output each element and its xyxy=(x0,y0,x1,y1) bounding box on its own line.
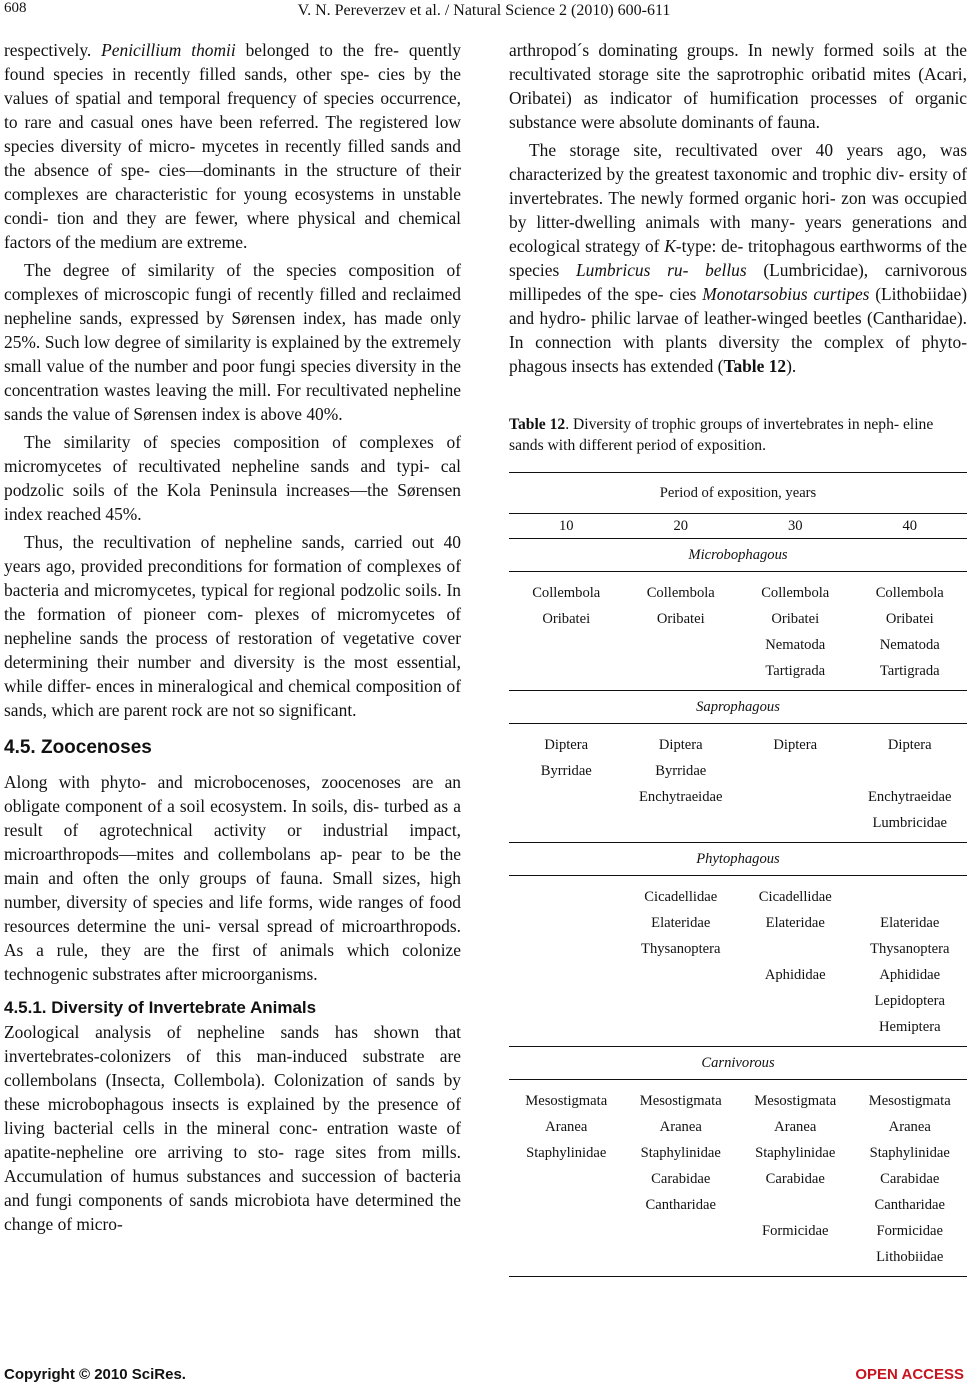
table-cell: Lumbricidae xyxy=(853,810,968,843)
section-heading-zoocenoses: 4.5. Zoocenoses xyxy=(4,737,152,758)
table-cell xyxy=(509,962,624,988)
period-cell: 20 xyxy=(624,514,739,539)
table-cell xyxy=(738,1014,853,1047)
table-cell xyxy=(509,1014,624,1047)
table-cell: Tartigrada xyxy=(738,658,853,691)
species-name: Monotarsobius curtipes xyxy=(702,284,870,304)
table-group-label: Carnivorous xyxy=(509,1047,967,1080)
table-cell: Mesostigmata xyxy=(639,1093,722,1109)
table-row xyxy=(509,658,967,691)
table-row xyxy=(509,632,967,658)
table-cell: Aranea xyxy=(659,1119,702,1135)
table-cell xyxy=(738,1192,853,1218)
table-row xyxy=(509,910,967,936)
table-caption-text: . Diversity of trophic groups of invertebrates in neph- eline sands with different period of exposition. xyxy=(509,416,934,454)
table-cell: Diptera xyxy=(658,737,703,753)
species-name: Penicillium thomii xyxy=(101,40,236,60)
table-cell: Carabidae xyxy=(880,1171,940,1187)
text-span: (Lumbricidae), carnivorous millipedes of the spe- cies xyxy=(509,260,967,304)
table-cell xyxy=(624,1014,739,1047)
period-cell: 40 xyxy=(853,514,968,539)
table-cell xyxy=(509,658,624,691)
page-number: 608 xyxy=(4,0,27,16)
table-cell xyxy=(509,1166,624,1192)
table-cell xyxy=(738,988,853,1014)
table-row xyxy=(509,572,967,607)
table-cell: Elateridae xyxy=(651,915,711,931)
table-cell: Oribatei xyxy=(542,611,591,627)
table-row xyxy=(509,988,967,1014)
paragraph-left-2: The degree of similarity of the species composition of complexes of microscopic fungi of recently filled and reclaimed nepheline sands, expressed by Sørensen index, has made only 25%. Such low degree of similarity is explained by the extremely small value of the number and poor fungi species diversity in the concentration wastes leaving the mill. For recultivated nepheline sands the value of Sørensen index is above 40%. xyxy=(4,260,461,424)
table-cell: Formicidae xyxy=(876,1223,943,1239)
table-group-label: Saprophagous xyxy=(509,691,967,724)
table-cell: Elateridae xyxy=(765,915,825,931)
table-cell: Aranea xyxy=(545,1119,588,1135)
table-cell: Aphididae xyxy=(764,967,826,983)
paragraph-left-6: Zoological analysis of nepheline sands has shown that invertebrates-colonizers of this man-induced substrate are collembolans (Insecta, Collembola). Colonization of sands by these microbophagous insects is explained by the presence of living bacterial cells in the mineral conc- entration waste of apatite-nepheline ore arriving to sto- rage sites from mills. Accumulation of humus substances and succession of bacteria and fungi components of sands microbiota have determined the change of micro- xyxy=(4,1022,461,1234)
footer-copyright: Copyright © 2010 SciRes. xyxy=(4,1366,186,1383)
table-row xyxy=(509,1166,967,1192)
table-row xyxy=(509,1114,967,1140)
table-cell xyxy=(509,1192,624,1218)
italic-term: K xyxy=(664,236,676,256)
table-cell: Collembola xyxy=(532,585,601,601)
table-cell: Aranea xyxy=(774,1119,817,1135)
table-row xyxy=(509,962,967,988)
table-cell xyxy=(853,876,968,911)
table-cell: Thysanoptera xyxy=(641,941,721,957)
table-cell: Staphylinidae xyxy=(640,1145,721,1161)
table-cell xyxy=(509,1244,624,1277)
text-span: (Lithobiidae) and hydro- philic larvae of leather-winged beetles (Cantharidae). In connection with plants diversity the complex of phyto- phagous insects has extended ( xyxy=(509,284,968,376)
table-cell: Thysanoptera xyxy=(870,941,950,957)
left-column xyxy=(4,38,461,1236)
table-cell: Carabidae xyxy=(765,1171,825,1187)
table-cell: Staphylinidae xyxy=(526,1145,607,1161)
table-cell: Elateridae xyxy=(880,915,940,931)
paragraph-left-1 xyxy=(4,38,461,254)
table-periods-row xyxy=(509,514,967,539)
table-cell: Cantharidae xyxy=(874,1197,945,1213)
running-head xyxy=(0,2,968,20)
table-cell xyxy=(509,810,624,843)
table-cell xyxy=(509,1218,624,1244)
period-cell: 10 xyxy=(509,514,624,539)
table-cell: Diptera xyxy=(544,737,589,753)
table-cell: Mesostigmata xyxy=(754,1093,837,1109)
paragraph-right-2 xyxy=(509,138,967,378)
paragraph-right-1: arthropod´s dominating groups. In newly formed soils at the recultivated storage site the saprotrophic oribatid mites (Acari, Oribatei) as indicator of humification processes of organic substance were absolute dominants of fauna. xyxy=(509,40,967,132)
table-cell xyxy=(624,1244,739,1277)
table-cell: Cantharidae xyxy=(645,1197,716,1213)
table-cell: Hemiptera xyxy=(853,1014,968,1047)
table-cell xyxy=(624,632,739,658)
period-cell: 30 xyxy=(738,514,853,539)
table-cell xyxy=(624,658,739,691)
table-caption xyxy=(509,414,967,456)
table-row xyxy=(509,1192,967,1218)
table-cell xyxy=(624,810,739,843)
table-cell: Diptera xyxy=(773,737,818,753)
table-cell: Staphylinidae xyxy=(755,1145,836,1161)
table-cell: Mesostigmata xyxy=(525,1093,608,1109)
table-cell: Cicadellidae xyxy=(644,889,718,905)
running-head-text: V. N. Pereverzev et al. / Natural Science 2 (2010) 600-611 xyxy=(297,2,671,19)
footer-open-access: OPEN ACCESS xyxy=(855,1366,964,1383)
paragraph-text: respectively. Penicillium thomii belonged to the fre- quently found species in recently filled sands, other spe- cies by the values of spatial and temporal frequency of species occurrence, to rare and casual ones have been referred. The registered low species diversity of micro- mycetes in recently filled sands and the absence of spe- cies—dominants in the structure of their complexes are characteristic for young ecosystems in unstable condi- tion and they are fewer, where physical and chemical factors of the medium are extreme. xyxy=(4,40,462,252)
right-column xyxy=(509,38,967,1277)
table-row xyxy=(509,1244,967,1277)
table-cell: Lithobiidae xyxy=(853,1244,968,1277)
table-group-row xyxy=(509,539,967,572)
table-group-row xyxy=(509,843,967,876)
table-cell: Nematoda xyxy=(879,637,940,653)
table-cell: Collembola xyxy=(761,585,830,601)
table-cell xyxy=(509,936,624,962)
table-cell: Mesostigmata xyxy=(868,1093,951,1109)
paragraph-left-3: The similarity of species composition of complexes of micromycetes of recultivated nepheline sands and typi- cal podzolic soils of the Kola Peninsula increases—the Sørensen index reached 45%. xyxy=(4,432,461,524)
table-group-label: Phytophagous xyxy=(509,843,967,876)
table-header-row xyxy=(509,473,967,514)
table-row xyxy=(509,810,967,843)
table-row xyxy=(509,1080,967,1115)
table-cell xyxy=(624,962,739,988)
table-cell xyxy=(509,910,624,936)
table-row xyxy=(509,1218,967,1244)
table-row xyxy=(509,1014,967,1047)
table-cell: Cicadellidae xyxy=(758,889,832,905)
table-cell: Formicidae xyxy=(762,1223,829,1239)
table-cell xyxy=(509,784,624,810)
table-cell xyxy=(738,1244,853,1277)
table-row xyxy=(509,936,967,962)
table-cell xyxy=(509,988,624,1014)
table-row xyxy=(509,758,967,784)
table-cell: Oribatei xyxy=(885,611,934,627)
table-group-row xyxy=(509,691,967,724)
table-header: Period of exposition, years xyxy=(509,473,967,514)
table-group-label: Microbophagous xyxy=(509,539,967,572)
table-row xyxy=(509,876,967,911)
table-cell: Byrridae xyxy=(655,763,707,779)
table-caption-label: Table 12 xyxy=(509,416,566,433)
text-span: ). xyxy=(786,356,797,376)
table-cell: Byrridae xyxy=(540,763,592,779)
table-cell: Diptera xyxy=(887,737,932,753)
table-cell xyxy=(509,876,624,911)
table-cell: Carabidae xyxy=(651,1171,711,1187)
table-cell: Enchytraeidae xyxy=(868,789,952,805)
subsection-heading-invertebrates: 4.5.1. Diversity of Invertebrate Animals xyxy=(4,998,317,1017)
table-cell: Oribatei xyxy=(656,611,705,627)
table-row xyxy=(509,784,967,810)
species-name: Lumbricus ru- bellus xyxy=(575,260,747,280)
table-cell xyxy=(624,1218,739,1244)
table-cell xyxy=(509,632,624,658)
table-cell: Aphididae xyxy=(879,967,941,983)
table-cell: Aranea xyxy=(888,1119,931,1135)
table-cell: Lepidoptera xyxy=(874,993,945,1009)
table-row xyxy=(509,1140,967,1166)
paragraph-left-4: Thus, the recultivation of nepheline sands, carried out 40 years ago, provided preconditions for formation of complexes of bacteria and micromycetes, typical for regional podzolic soils. In the formation of pioneer com- plexes of micromycetes of nepheline sands the process of restoration of vegetative cover determining their number and diversity is the most essential, while differ- ences in mineralogical and chemical composition of sands, which are parent rock are not so significant. xyxy=(4,532,461,720)
text-span: -type: de- tritophagous earthworms of the species xyxy=(509,236,967,280)
table-cell: Collembola xyxy=(646,585,715,601)
text-span: The storage site, recultivated over 40 years ago, was characterized by the greatest taxonomic and trophic div- ersity of invertebrates. The newly formed organic hori- zon was occupied by litter-dwelling animals with many- years generations and ecological strategy of xyxy=(509,140,967,256)
table-row xyxy=(509,606,967,632)
table-row xyxy=(509,724,967,759)
table-cell xyxy=(738,810,853,843)
table-cell: Tartigrada xyxy=(853,658,968,691)
paragraph-left-5: Along with phyto- and microbocenoses, zoocenoses are an obligate component of a soil ecosystem. In soils, dis- turbed as a result of agrotechnical activity or industrial impact, microarthropods—mites and collembolans ap- pear to be the main and often the only groups of fauna. Small sizes, high number, diversity of species and life forms, wide ranges of food resources determine the uni- versal spread of microarthropods. As a rule, they are the first of animals which colonize technogenic substrates after microorganisms. xyxy=(4,772,461,984)
table-cell: Oribatei xyxy=(771,611,820,627)
table-12 xyxy=(509,472,967,1277)
table-cell xyxy=(853,758,968,784)
table-reference-link[interactable]: Table 12 xyxy=(723,356,787,376)
table-cell xyxy=(624,988,739,1014)
table-cell: Collembola xyxy=(875,585,944,601)
table-cell xyxy=(738,758,853,784)
table-group-row xyxy=(509,1047,967,1080)
table-body xyxy=(509,473,967,1277)
table-cell: Enchytraeidae xyxy=(639,789,723,805)
table-cell: Staphylinidae xyxy=(869,1145,950,1161)
table-cell xyxy=(738,936,853,962)
table-cell xyxy=(738,784,853,810)
table-cell: Nematoda xyxy=(765,637,826,653)
